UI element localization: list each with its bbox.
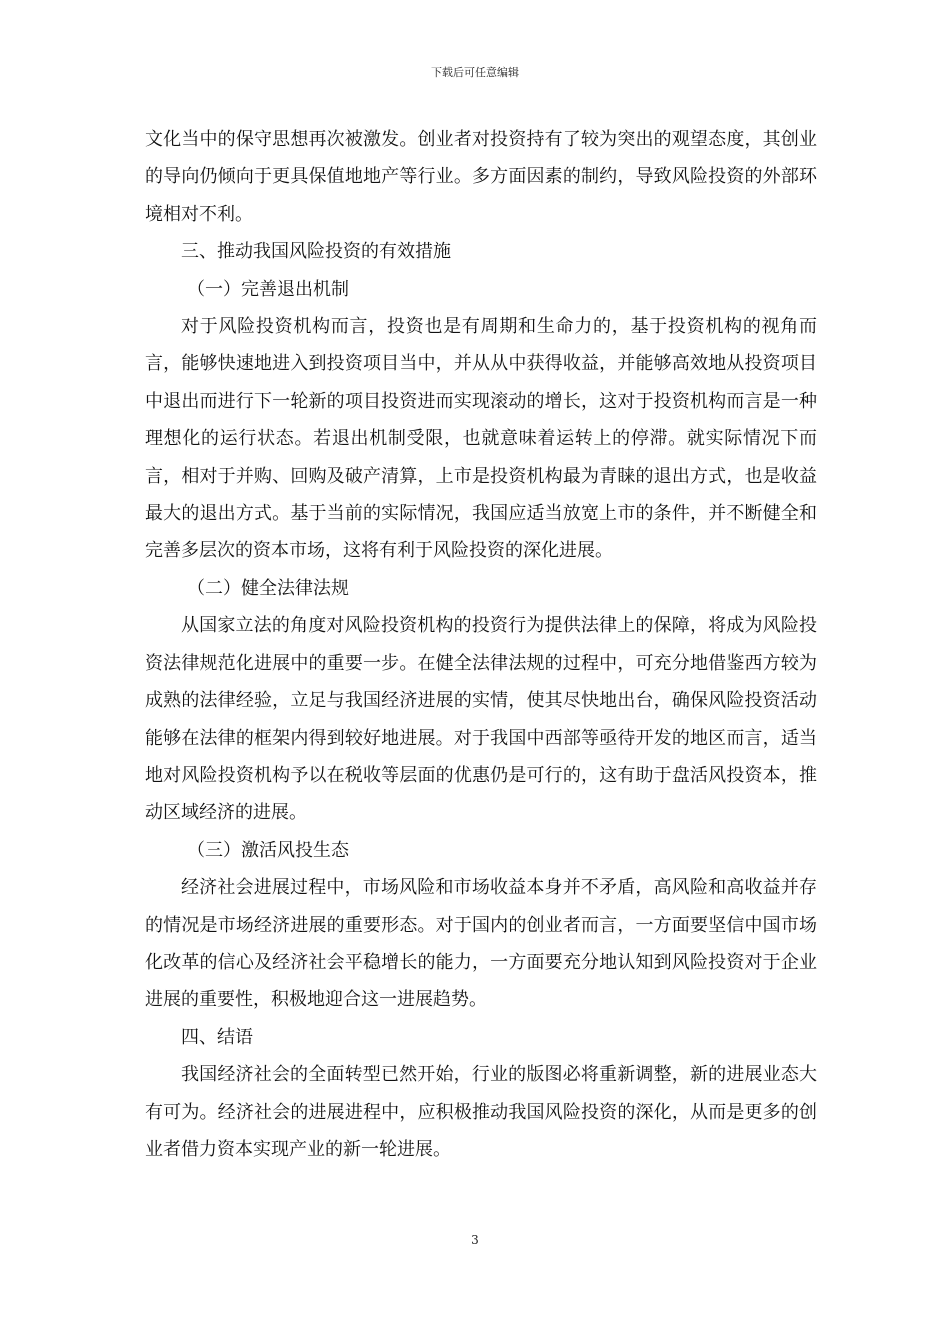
paragraph-vc-ecosystem: 经济社会进展过程中，市场风险和市场收益本身并不矛盾，高风险和高收益并存的情况是市场经济进展的重要形态。对于国内的创业者而言，一方面要坚信中国市场化改革的信心及经济社会平稳增长的能力，一方面要充分地认知到风险投资对于企业进展的重要性，积极地迎合这一进展趋势。 <box>145 877 817 1011</box>
subsection-heading-1: （一）完善退出机制 <box>187 278 349 300</box>
page-header: 下载后可任意编辑 <box>431 66 519 79</box>
section-heading-4: 四、结语 <box>181 1026 253 1048</box>
paragraph-exit-mechanism: 对于风险投资机构而言，投资也是有周期和生命力的，基于投资机构的视角而言，能够快速地进入到投资项目当中，并从从中获得收益，并能够高效地从投资项目中退出而进行下一轮新的项目投资进而实现滚动的增长，这对于投资机构而言是一种理想化的运行状态。若退出机制受限，也就意味着运转上的停滞。就实际情况下而言，相对于并购、回购及破产清算，上市是投资机构最为青睐的退出方式，也是收益最大的退出方式。基于当前的实际情况，我国应适当放宽上市的条件，并不断健全和完善多层次的资本市场，这将有利于风险投资的深化进展。 <box>145 316 817 562</box>
subsection-heading-3: （三）激活风投生态 <box>187 839 349 861</box>
section-heading-3: 三、推动我国风险投资的有效措施 <box>181 241 451 263</box>
page-number: 3 <box>471 1233 479 1247</box>
paragraph-continuation: 文化当中的保守思想再次被激发。创业者对投资持有了较为突出的观望态度，其创业的导向仍倾向于更具保值地地产等行业。多方面因素的制约，导致风险投资的外部环境相对不利。 <box>145 129 817 225</box>
document-body <box>145 121 817 1168</box>
subsection-heading-2: （二）健全法律法规 <box>187 577 349 599</box>
paragraph-conclusion: 我国经济社会的全面转型已然开始，行业的版图必将重新调整，新的进展业态大有可为。经济社会的进展进程中，应积极推动我国风险投资的深化，从而是更多的创业者借力资本实现产业的新一轮进展。 <box>145 1064 817 1160</box>
paragraph-legal-framework: 从国家立法的角度对风险投资机构的投资行为提供法律上的保障，将成为风险投资法律规范化进展中的重要一步。在健全法律法规的过程中，可充分地借鉴西方较为成熟的法律经验，立足与我国经济进展的实情，使其尽快地出台，确保风险投资活动能够在法律的框架内得到较好地进展。对于我国中西部等亟待开发的地区而言，适当地对风险投资机构予以在税收等层面的优惠仍是可行的，这有助于盘活风投资本，推动区域经济的进展。 <box>145 615 817 824</box>
